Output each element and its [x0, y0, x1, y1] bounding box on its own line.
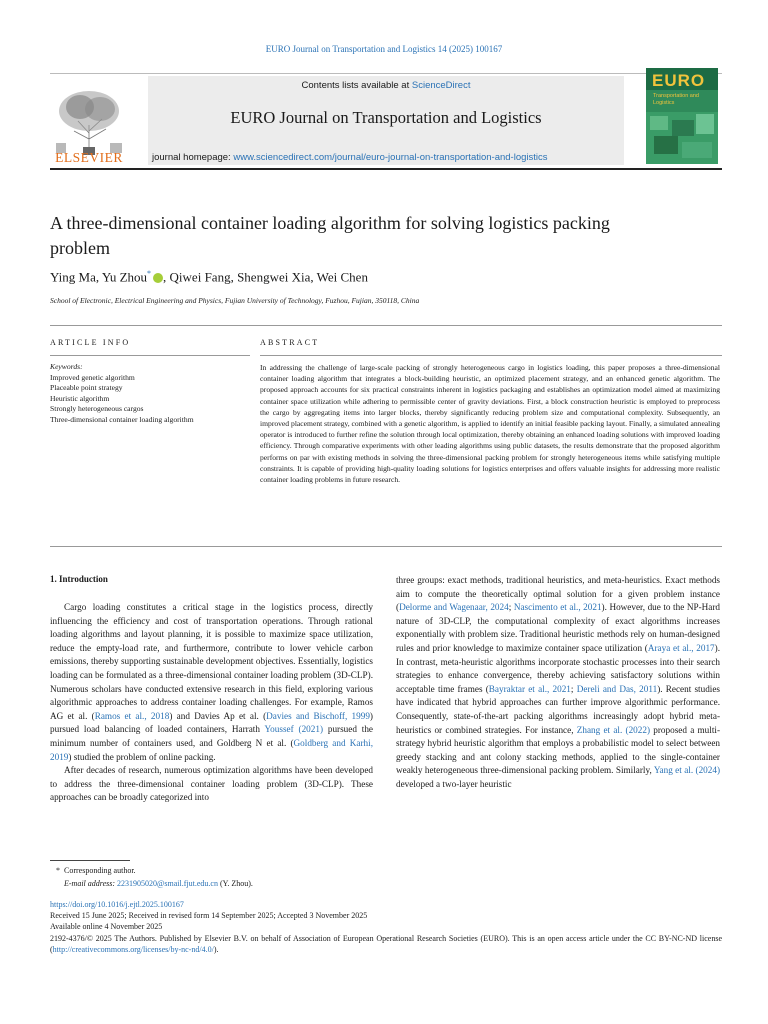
keywords-label: Keywords:: [50, 362, 83, 371]
contents-availability: [148, 80, 624, 91]
keyword: Three-dimensional container loading algorithm: [50, 414, 194, 424]
header-bottom-divider: [50, 168, 722, 170]
homepage-link[interactable]: www.sciencedirect.com/journal/euro-journal-on-transportation-and-logistics: [233, 152, 548, 163]
contents-prefix: Contents lists available at: [301, 80, 412, 91]
citation-link[interactable]: Goldberg and Karhi, 2019: [50, 737, 373, 762]
citation-link[interactable]: Delorme and Wagenaar, 2024: [399, 602, 509, 613]
footnote-corresponding: [56, 865, 136, 877]
article-info-divider: [50, 355, 250, 356]
intro-left-column: [50, 601, 373, 805]
email-label: E-mail address:: [64, 879, 118, 888]
license-link[interactable]: http://creativecommons.org/licenses/by-nc-nd/4.0/: [52, 944, 214, 954]
intro-paragraph-2: After decades of research, numerous optimization algorithms have been developed to address the three-dimensional container loading problem (3D-CLP). These approaches can be broadly categorized into: [50, 765, 373, 803]
available-online-date: Available online 4 November 2025: [50, 922, 163, 932]
keyword: Improved genetic algorithm: [50, 372, 135, 382]
journal-homepage: [152, 152, 548, 163]
keywords-block: [50, 362, 250, 425]
article-info-heading: ARTICLE INFO: [50, 338, 131, 347]
abstract-bottom-divider: [50, 546, 722, 547]
citation-link[interactable]: Ramos et al., 2018: [94, 710, 170, 721]
doi-link[interactable]: https://doi.org/10.1016/j.ejtl.2025.100167: [50, 900, 184, 909]
paper-title: A three-dimensional container loading algorithm for solving logistics packing problem: [50, 213, 610, 258]
keyword: Strongly heterogeneous cargos: [50, 404, 144, 413]
author-name[interactable]: Shengwei Xia: [237, 269, 311, 285]
journal-title: EURO Journal on Transportation and Logistics: [230, 108, 542, 127]
cover-subtitle: Transportation and Logistics: [653, 93, 699, 106]
author-name[interactable]: Qiwei Fang: [169, 269, 231, 285]
title-divider: [50, 325, 722, 326]
abstract-divider: [260, 355, 722, 356]
citation-link[interactable]: Zhang et al. (2022): [576, 724, 651, 735]
received-dates: Received 15 June 2025; Received in revised form 14 September 2025; Accepted 3 November 2025: [50, 911, 368, 921]
cover-title: EURO: [652, 71, 706, 90]
author-name[interactable]: Wei Chen: [316, 269, 368, 285]
intro-paragraph-1: Cargo loading constitutes a critical stage in the logistics process, directly influencing the efficiency and cost of transportation operations. Through rational loading algorithms and layout planning, it is possible to maximize space utilization, reduce the empty-load rate, and furthermore, contribute to lower vehicle carbon emissions, thereby supporting sustainable development objectives. Essentially, logistics loading can be formulated as a three-dimensional container loading problem (3D-CLP). Numerous scholars have conducted extensive research in this field, exploring various algorithmic approaches to address container loading challenges. For example, Ramos AG et al. (Ramos et al., 2018) and Davies Ap et al. (Davies and Bischoff, 1999) pursued load balancing of loaded containers, Harrath Youssef (2021) pursued the minimum number of containers used, and Goldberg N et al. (Goldberg and Karhi, 2019) studied the problem of online packing.: [50, 602, 374, 762]
footnote-corresponding-text: Corresponding author.: [64, 866, 136, 875]
citation-link[interactable]: Yang et al. (2024): [653, 765, 721, 776]
citation-link[interactable]: Araya et al., 2017: [647, 642, 715, 653]
author-list: Ying Ma, Yu Zhou* , Qiwei Fang, Shengwei Xia, Wei Chen: [50, 269, 368, 285]
intro-paragraph-continued: three groups: exact methods, traditional heuristics, and meta-heuristics. Exact methods aim to compute the theoretically optimal solution for a given problem instance (Delorme and Wagenaar, 2024; Nascimento et al., 2021). However, due to the NP-Hard nature of 3D-CLP, the computational complexity of exact algorithms increases exponentially with problem size. Traditional heuristic methods rely on human-designed rules and prior knowledge to maximize container space utilization (Araya et al., 2017). In contrast, meta-heuristic algorithms incorporate stochastic processes into their search strategies to enhance convergence, thereby achieving satisfactory solutions within acceptable time frames (Bayraktar et al., 2021; Dereli and Das, 2011). Recent studies have indicated that hybrid approaches can further improve algorithmic performance. Consequently, state-of-the-art packing algorithms increasingly adopt hybrid meta-heuristics or combined strategies. For instance, Zhang et al. (2022) proposed a multi-strategy hybrid heuristic algorithm that employs a probabilistic model to select between greedy stacking and ant colony stacking methods, applied to the single-container weakly heterogeneous three-dimensional packing problem. Similarly, Yang et al. (2024) developed a two-layer heuristic: [396, 575, 721, 789]
section-heading-introduction: 1. Introduction: [50, 574, 108, 584]
keyword: Placeable point strategy: [50, 383, 123, 392]
corresponding-author-mark[interactable]: *: [147, 269, 152, 278]
abstract-heading: ABSTRACT: [260, 338, 320, 347]
license-statement: 2192-4376/© 2025 The Authors. Published by Elsevier B.V. on behalf of Association of European Operational Research Societies (EURO). This is an open access article under the CC BY-NC-ND license (http://creativecommons.org/licenses/by-nc-nd/4.0/).: [50, 933, 722, 954]
homepage-label: journal homepage:: [152, 152, 234, 163]
footnote-divider: [50, 860, 130, 861]
keyword: Heuristic algorithm: [50, 393, 110, 403]
citation-link[interactable]: Dereli and Das, 2011: [576, 683, 658, 694]
orcid-icon[interactable]: [153, 273, 163, 283]
author-name[interactable]: Ying Ma: [50, 269, 96, 285]
running-journal-header[interactable]: EURO Journal on Transportation and Logistics 14 (2025) 100167: [265, 44, 503, 54]
author-name[interactable]: Yu Zhou: [101, 269, 148, 285]
citation-link[interactable]: Davies and Bischoff, 1999: [266, 710, 370, 721]
citation-link[interactable]: Youssef (2021): [264, 724, 323, 735]
citation-link[interactable]: Nascimento et al., 2021: [513, 602, 602, 613]
email-link[interactable]: 2231905020@smail.fjut.edu.cn: [117, 879, 218, 888]
cover-pattern-graphic: [646, 112, 718, 164]
intro-right-column: [396, 574, 720, 792]
author-affiliation: School of Electronic, Electrical Engineering and Physics, Fujian University of Technology, Fuzhou, Fujian, 350118, China: [50, 296, 420, 305]
publisher-wordmark: ELSEVIER: [55, 150, 123, 165]
sciencedirect-link[interactable]: ScienceDirect: [411, 80, 471, 91]
footnote-mark: *: [56, 866, 60, 875]
header-top-divider: [50, 73, 722, 74]
article-publication-info: [50, 899, 722, 955]
abstract-text: In addressing the challenge of large-scale packing of strongly heterogeneous cargo in logistics loading, this paper proposes a three-dimensional container loading algorithm that integrates a block-building heuristic, an optimized placement strategy, and an enhanced genetic algorithm. The proposed approach accounts for six practical constraints inherent in logistics packaging and establishes an optimization model aimed at maximizing container space utilization while adhering to permissible center of gravity deviations. First, a block construction heuristic is employed to preprocess the cargo by aggregating items into larger blocks, thereby significantly reducing problem size and computational complexity. Subsequently, an improved placement strategy, combined with a genetic algorithm, is applied to identify an initial feasible packing layout. Finally, a simulated annealing operator is introduced to further refine the solution through local optimization, thereby obtaining an enhanced loading solutions with improved loading efficiency. Through comparative experiments with other leading algorithms using public datasets, the results demonstrate that the proposed algorithm performs on par with existing methods in solving the three-dimensional packing problem for strongly heterogeneous items while satisfying multiple constraints. It is capable of providing high-quality loading solutions for logistics enterprises and offers valuable insights for addressing more realistic container loading problems in future research.: [260, 363, 720, 485]
email-suffix: (Y. Zhou).: [217, 879, 253, 888]
citation-link[interactable]: Bayraktar et al., 2021: [488, 683, 571, 694]
footnote-email: [64, 878, 253, 890]
journal-cover-thumbnail[interactable]: [646, 68, 718, 164]
